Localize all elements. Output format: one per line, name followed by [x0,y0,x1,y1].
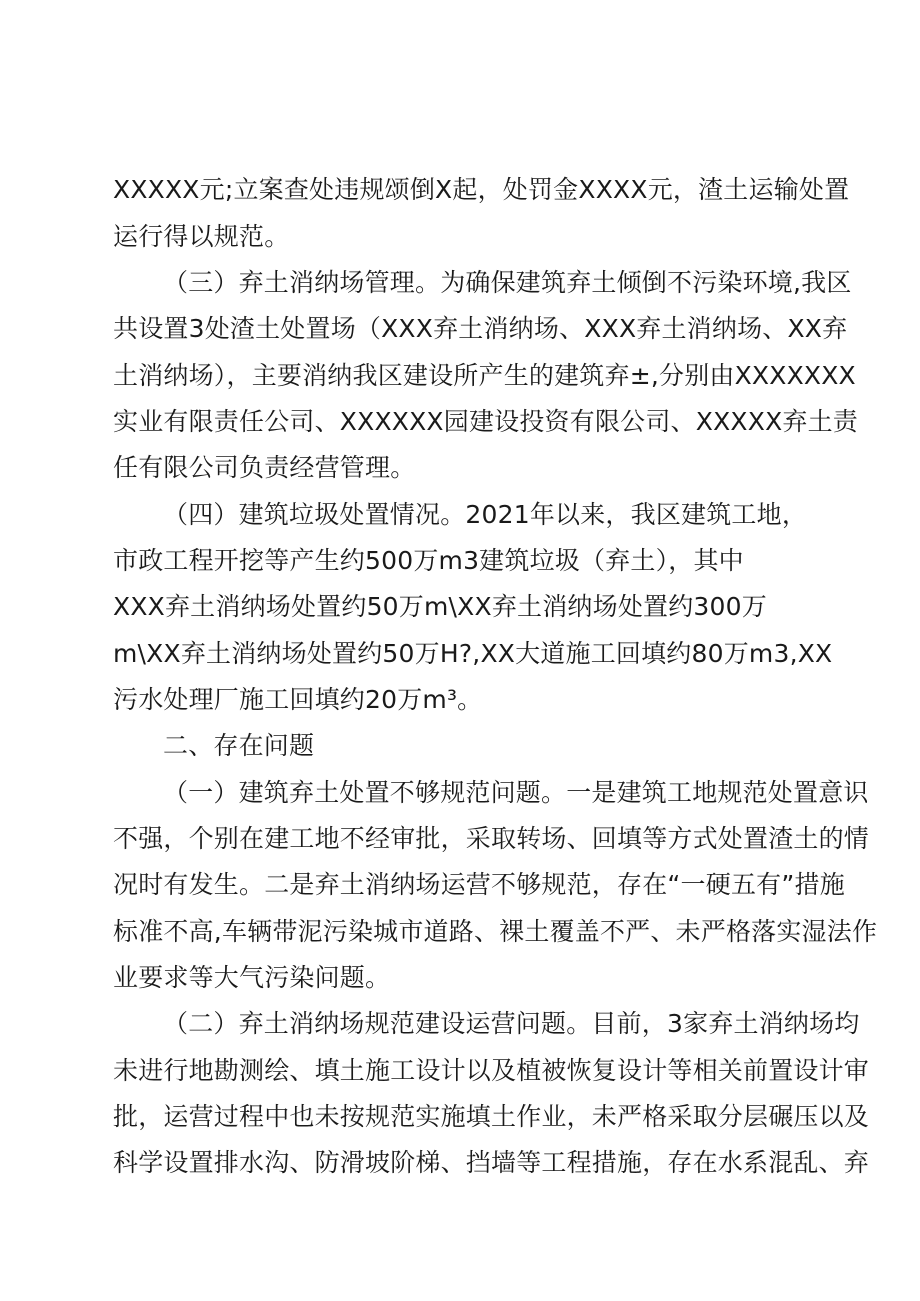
text-line-16: 况时有发生。二是弃土消纳场运营不够规范，存在“一硬五有”措施 [113,870,845,899]
text-line-10: XXX弃土消纳场处置约50万m\XX弃土消纳场处置约300万 [113,592,767,621]
text-line-21: 批，运营过程中也未按规范实施填土作业，未严格采取分层碾压以及 [113,1102,870,1131]
issue-1-start: （一）建筑弃土处置不够规范问题。一是建筑工地规范处置意识 [163,778,869,807]
issue-2-start: （二）弃土消纳场规范建设运营问题。目前，3家弃土消纳场均 [163,1009,860,1038]
section-heading: 二、存在问题 [163,731,315,760]
text-line-11: m\XX弃土消纳场处置约50万H?,XX大道施工回填约80万m3,XX [113,639,833,668]
text-line-7: 任有限公司负责经营管理。 [113,453,416,482]
text-line-4: 共设置3处渣土处置场（XXX弃土消纳场、XXX弃土消纳场、XX弃 [113,314,848,343]
text-line-17: 标准不高,车辆带泥污染城市道路、裸土覆盖不严、未严格落实湿法作 [113,917,878,946]
text-line-6: 实业有限责任公司、XXXXXX园建设投资有限公司、XXXXX弃土责 [113,407,858,436]
paragraph-3-start: （三）弃土消纳场管理。为确保建筑弃土倾倒不污染环境,我区 [163,268,852,297]
text-line-2: 运行得以规范。 [113,222,290,251]
text-line-1: XXXXX元;立案查处违规颂倒X起，处罚金XXXX元，渣土运输处置 [113,175,850,204]
text-line-12: 污水处理厂施工回填约20万m³。 [113,685,483,714]
text-line-18: 业要求等大气污染问题。 [113,963,391,992]
text-line-20: 未进行地勘测绘、填土施工设计以及植被恢复设计等相关前置设计审 [113,1056,870,1085]
paragraph-4-start: （四）建筑垃圾处置情况。2021年以来，我区建筑工地， [163,500,808,529]
text-line-15: 不强，个别在建工地不经审批，采取转场、回填等方式处置渣土的情 [113,824,870,853]
text-line-5: 土消纳场），主要消纳我区建设所产生的建筑弃±,分别由XXXXXXX [113,361,856,390]
text-line-22: 科学设置排水沟、防滑坡阶梯、挡墙等工程措施，存在水系混乱、弃 [113,1148,870,1177]
text-line-9: 市政工程开挖等产生约500万m3建筑垃圾（弃土），其中 [113,546,744,575]
